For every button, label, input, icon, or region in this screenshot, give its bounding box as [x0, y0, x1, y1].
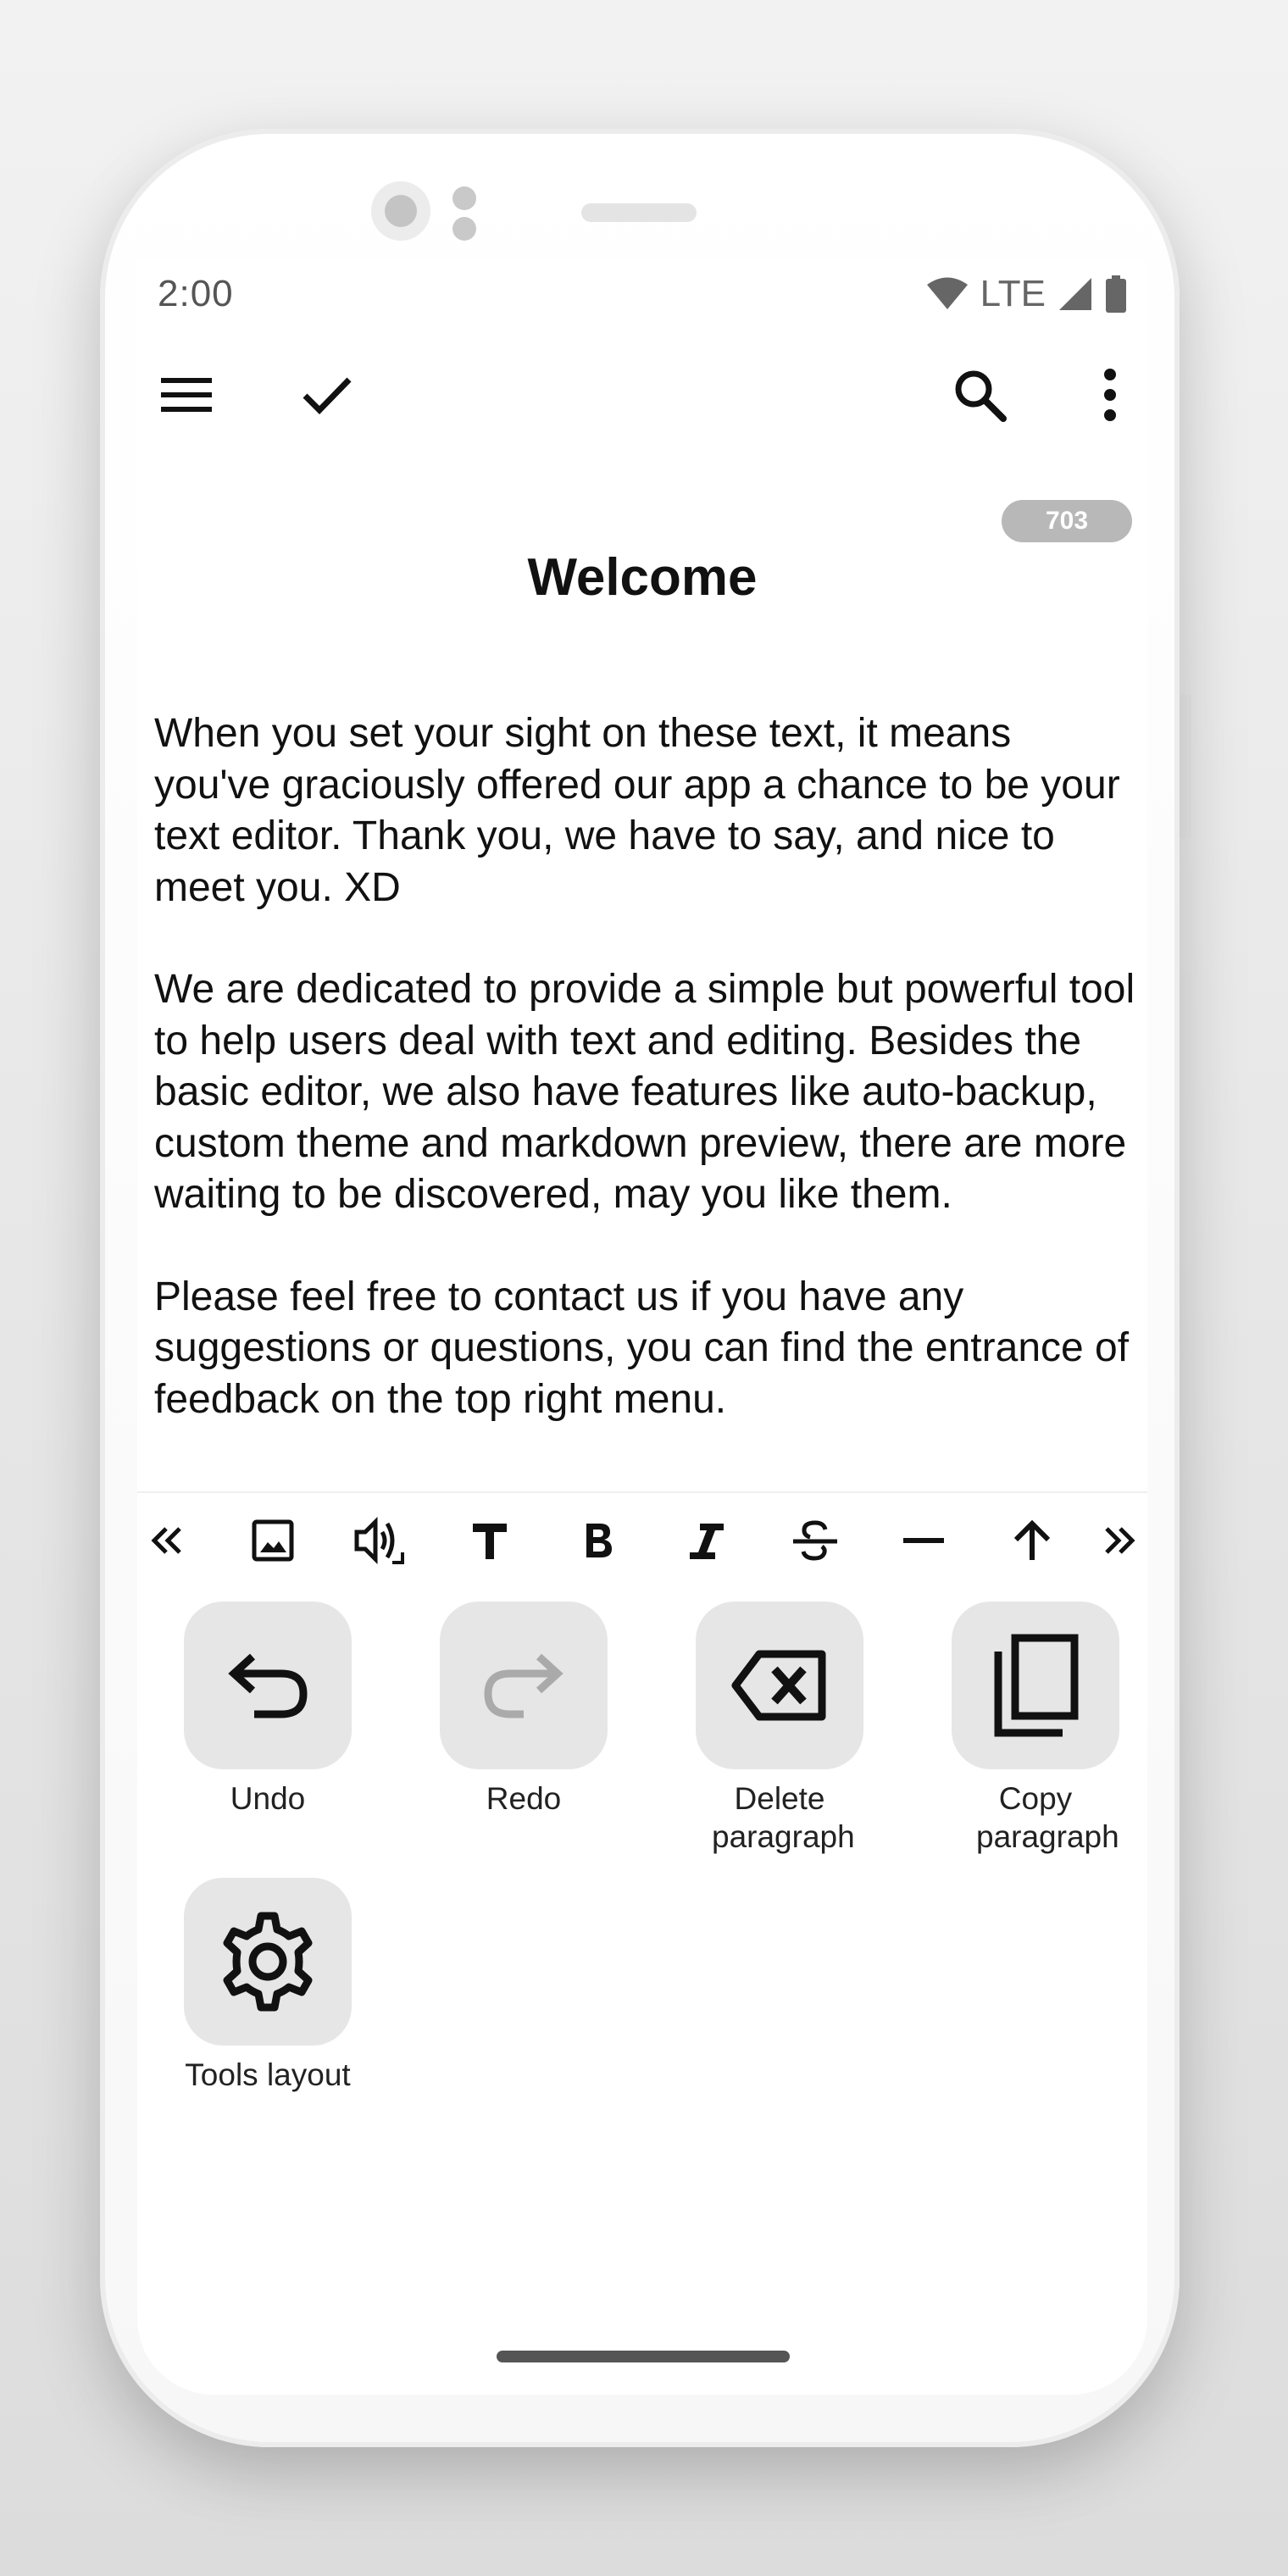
check-icon — [302, 375, 353, 414]
more-vert-icon — [1102, 368, 1119, 422]
side-button-volume — [1180, 974, 1191, 1271]
wifi-icon — [926, 277, 969, 311]
status-icons — [926, 273, 1127, 315]
gear-icon — [215, 1909, 320, 2014]
signal-icon — [1058, 276, 1093, 312]
heading-icon — [471, 1520, 508, 1561]
redo-tool[interactable] — [397, 1602, 651, 1818]
tools-layout-tile[interactable] — [184, 1878, 352, 2046]
more-options-button[interactable] — [1069, 354, 1147, 436]
tool-label: Delete paragraph — [712, 1781, 855, 1854]
horizontal-rule-icon — [903, 1536, 944, 1545]
menu-button[interactable] — [146, 354, 227, 436]
bold-icon — [583, 1522, 613, 1559]
search-icon — [952, 368, 1007, 422]
scroll-left-icon — [147, 1524, 185, 1557]
tool-label: Copy paragraph — [976, 1781, 1119, 1854]
done-button[interactable] — [286, 354, 368, 436]
search-button[interactable] — [939, 354, 1020, 436]
document-body[interactable] — [154, 708, 1137, 1476]
italic-button[interactable] — [671, 1505, 742, 1576]
undo-tile[interactable] — [184, 1602, 352, 1769]
copy-paragraph-tool[interactable] — [908, 1602, 1147, 1856]
image-icon — [251, 1518, 295, 1563]
delete-paragraph-tile[interactable] — [696, 1602, 863, 1769]
paragraph[interactable]: When you set your sight on these text, it means you've graciously offered our app a chance to be your text editor. Thank you, we have to say, and nice to meet you. XD — [154, 711, 1120, 910]
status-time: 2:00 — [158, 273, 234, 314]
paragraph[interactable]: We are dedicated to provide a simple but powerful tool to help users deal with text and editing. Besides the basic editor, we also have features like auto-backup, custom theme and markdown preview, there are more waiting to be discovered, may you like them. — [154, 967, 1135, 1217]
heading-button[interactable] — [454, 1505, 525, 1576]
delete-paragraph-tool[interactable] — [652, 1602, 907, 1856]
app-bar — [137, 329, 1147, 461]
bold-button[interactable] — [563, 1505, 634, 1576]
redo-tile[interactable] — [440, 1602, 608, 1769]
scroll-right-icon — [1102, 1524, 1139, 1557]
strikethrough-icon — [791, 1519, 839, 1562]
delete-paragraph-icon — [730, 1649, 829, 1722]
undo-tool[interactable] — [141, 1602, 395, 1818]
redo-icon — [481, 1652, 566, 1719]
screen — [137, 259, 1147, 2395]
tool-label: Tools layout — [185, 2057, 351, 2092]
horizontal-rule-button[interactable] — [888, 1505, 959, 1576]
network-type: LTE — [980, 273, 1046, 314]
insert-image-button[interactable] — [237, 1505, 308, 1576]
copy-paragraph-tile[interactable] — [952, 1602, 1119, 1769]
home-indicator[interactable] — [497, 2351, 790, 2362]
document-title[interactable]: Welcome — [527, 548, 758, 607]
character-count-badge: 703 — [1002, 500, 1132, 542]
format-toolbar — [137, 1491, 1147, 1586]
menu-icon — [159, 375, 214, 415]
text-to-speech-button[interactable] — [344, 1505, 415, 1576]
battery-icon — [1105, 275, 1127, 313]
copy-paragraph-icon — [991, 1633, 1080, 1738]
tools-layout-tool[interactable] — [141, 1878, 395, 2094]
earpiece-speaker — [581, 203, 697, 222]
tool-label: Redo — [486, 1781, 562, 1816]
front-camera — [371, 181, 430, 241]
strikethrough-button[interactable] — [780, 1505, 851, 1576]
italic-icon — [688, 1520, 725, 1561]
side-button-power — [1180, 695, 1191, 839]
undo-icon — [225, 1652, 310, 1719]
status-bar — [137, 259, 1147, 329]
scroll-right-button[interactable] — [1085, 1505, 1147, 1576]
text-to-speech-icon — [353, 1515, 406, 1566]
paragraph[interactable]: Please feel free to contact us if you have any suggestions or questions, you can find the entrance of feedback on the top right menu. — [154, 1274, 1130, 1422]
proximity-sensor — [452, 186, 478, 242]
move-up-button[interactable] — [997, 1505, 1068, 1576]
tool-label: Undo — [230, 1781, 306, 1816]
arrow-up-icon — [1013, 1519, 1052, 1562]
scroll-left-button[interactable] — [137, 1505, 202, 1576]
